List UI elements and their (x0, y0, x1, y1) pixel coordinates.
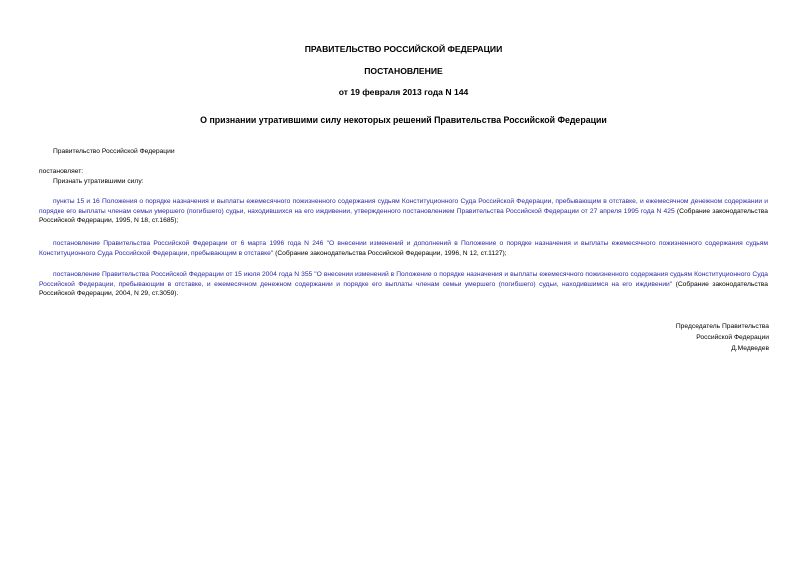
revoked-item-1-source: (Собрание законодательства Российской Федерации, 1995, N 18, ст.1685); (39, 207, 769, 225)
recognize-text: Признать утратившими силу: (53, 178, 144, 185)
revoked-item-1-link[interactable]: пункты 15 и 16 Положения о порядке назначения и выплаты ежемесячного пожизненного содержания судьям Конституционного Суда Российской Федерации, пребывающим в отставке, и ежемесячном денежном содержании и порядке его выплаты членам семьи умершего (погибшего) судьи, находившихся на его иждивении, утвержденного постановлением Правительства Российской Федерации от 27 апреля 1995 года N 425 (39, 198, 768, 215)
issuer-heading: ПРАВИТЕЛЬСТВО РОССИЙСКОЙ ФЕДЕРАЦИИ (304, 44, 503, 54)
revoked-item-2 (39, 239, 768, 258)
revoked-item-3-link[interactable]: постановление Правительства Российской Федерации от 15 июля 2004 года N 355 "О внесении изменений в Положение о порядке назначения и выплаты ежемесячного пожизненного содержания судьям Конституционного Суда Российской Федерации, пребывающим в отставке, и ежемесячном денежном содержании и порядке его выплаты членам семьи умершего (погибшего) судьи, находившимся на его иждивении" (39, 271, 768, 288)
revoked-item-3 (39, 270, 768, 299)
date-number-heading: от 19 февраля 2013 года N 144 (338, 87, 469, 97)
revoked-item-3-source: (Собрание законодательства Российской Федерации, 2004, N 29, ст.3059). (39, 280, 768, 298)
document-title: О признании утратившими силу некоторых решений Правительства Российской Федерации (200, 115, 607, 125)
signature-name: Д.Медведев (731, 345, 769, 352)
signature-position-line2: Российской Федерации (696, 334, 769, 341)
revoked-item-2-source: (Собрание законодательства Российской Федерации, 1996, N 12, ст.1127); (275, 249, 507, 257)
intro-text: Правительство Российской Федерации (53, 148, 175, 155)
revoked-item-1 (39, 197, 768, 226)
decrees-text: постановляет: (39, 168, 84, 175)
signature-position-line1: Председатель Правительства (675, 323, 769, 330)
document-type-heading: ПОСТАНОВЛЕНИЕ (364, 66, 443, 76)
revoked-item-2-link[interactable]: постановление Правительства Российской Федерации от 6 марта 1996 года N 246 "О внесении изменений и дополнений в Положение о порядке назначения и выплаты ежемесячного пожизненного содержания судьям Конституционного Суда Российской Федерации, пребывающим в отставке" (39, 240, 768, 257)
